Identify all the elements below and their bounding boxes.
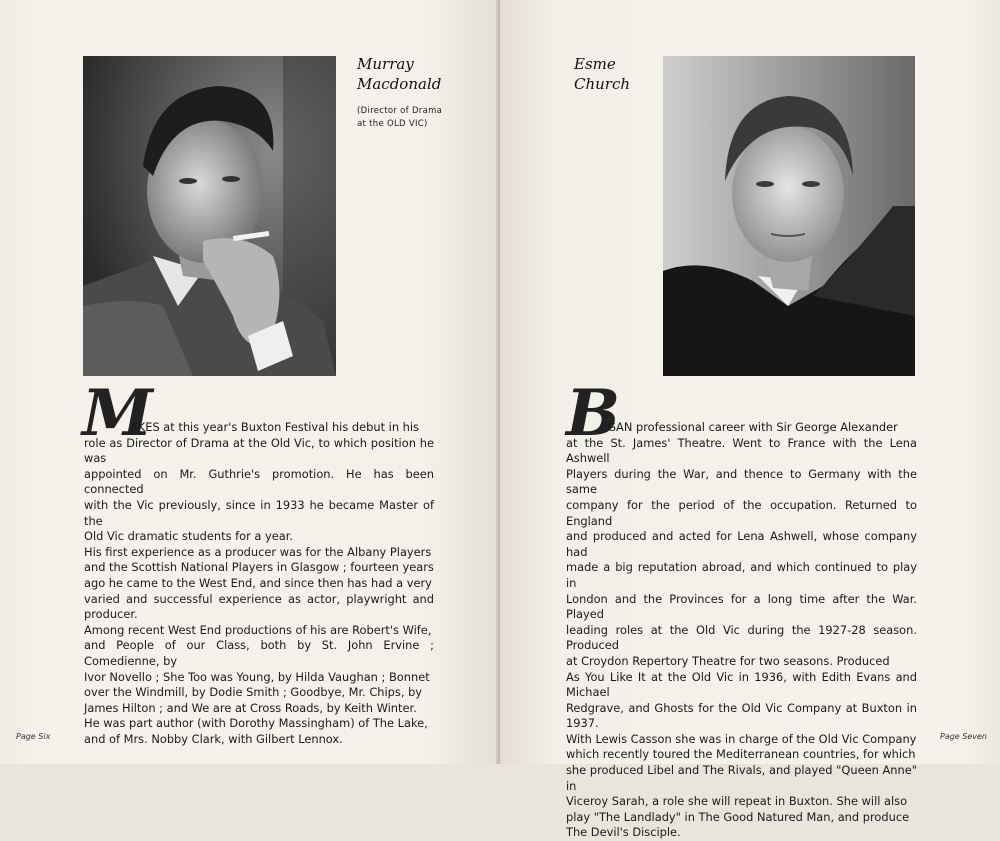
bio-line: ago he came to the West End, and since then has had a very xyxy=(84,575,432,590)
bio-line: play "The Landlady" in The Good Natured Man, and produce xyxy=(566,809,910,824)
bio-line: with the Vic previously, since in 1933 he became Master of the xyxy=(84,497,434,528)
caption-name xyxy=(574,54,630,94)
bio-line: Ivor Novello ; She Too was Young, by Hilda Vaughan ; Bonnet xyxy=(84,669,430,684)
caption-role-line-2: at the OLD VIC) xyxy=(357,119,428,129)
caption-role xyxy=(357,105,442,131)
bio-line: and People of our Class, both by St. John Ervine ; Comedienne, by xyxy=(84,638,434,668)
page-number: Page Seven xyxy=(940,732,987,741)
bio-line: London and the Provinces for a long time after the War. Played xyxy=(566,591,917,622)
biography-text xyxy=(84,420,434,747)
bio-line: Among recent West End productions of his are Robert's Wife, xyxy=(84,622,432,637)
bio-line: she produced Libel and The Rivals, and played "Queen Anne" in xyxy=(566,763,917,793)
bio-line: Viceroy Sarah, a role she will repeat in Buxton. She will also xyxy=(566,794,908,809)
bio-line: made a big reputation abroad, and which continued to play in xyxy=(566,560,917,590)
bio-line: at the St. James' Theatre. Went to France with the Lena Ashwell xyxy=(566,435,917,466)
bio-line: at Croydon Repertory Theatre for two seasons. Produced xyxy=(566,653,890,668)
portrait-photo-murray-macdonald xyxy=(83,56,336,376)
caption-name-line-2: Church xyxy=(574,75,631,93)
caption-role-line-1: (Director of Drama xyxy=(357,106,443,116)
bio-line: With Lewis Casson she was in charge of the Old Vic Company xyxy=(566,731,917,746)
bio-line: EGAN professional career with Sir George Alexander xyxy=(600,420,898,434)
portrait-photo-esme-church xyxy=(663,56,915,376)
drop-cap: B xyxy=(566,376,621,451)
left-page xyxy=(0,0,498,764)
bio-line: and the Scottish National Players in Glasgow ; fourteen years xyxy=(84,560,434,575)
bio-line: James Hilton ; and We are at Cross Roads, by Keith Winter. xyxy=(84,700,417,715)
bio-line: He was part author (with Dorothy Massingham) of The Lake, xyxy=(84,716,428,731)
caption-name-line-1: Esme xyxy=(574,55,616,73)
bio-line: As You Like It at the Old Vic in 1936, with Edith Evans and Michael xyxy=(566,669,917,700)
caption-name-line-1: Murray xyxy=(357,55,414,73)
bio-line: company for the period of the occupation. Returned to England xyxy=(566,497,917,528)
bio-line: varied and successful experience as actor, playwright and producer. xyxy=(84,591,434,622)
caption-name xyxy=(357,54,441,94)
drop-cap: M xyxy=(82,376,153,451)
bio-line: Old Vic dramatic students for a year. xyxy=(84,529,294,544)
right-page xyxy=(500,0,1000,840)
bio-line: over the Windmill, by Dodie Smith ; Goodbye, Mr. Chips, by xyxy=(84,685,423,700)
bio-line: role as Director of Drama at the Old Vic, to which position he was xyxy=(84,435,434,466)
bio-line: Redgrave, and Ghosts for the Old Vic Company at Buxton in 1937. xyxy=(566,700,917,731)
bio-line: and of Mrs. Nobby Clark, with Gilbert Lennox. xyxy=(84,731,343,746)
bio-line: which recently toured the Mediterranean countries, for which xyxy=(566,747,916,762)
bio-line: Players during the War, and thence to Germany with the same xyxy=(566,466,917,497)
caption-name-line-2: Macdonald xyxy=(357,75,442,93)
bio-line: The Devil's Disciple. xyxy=(566,825,681,840)
bio-line: His first experience as a producer was for the Albany Players xyxy=(84,544,432,559)
page-number: Page Six xyxy=(16,732,51,741)
bio-line: appointed on Mr. Guthrie's promotion. He has been connected xyxy=(84,466,434,497)
bio-line: and produced and acted for Lena Ashwell, whose company had xyxy=(566,529,917,559)
bio-line: AKES at this year's Buxton Festival his debut in his xyxy=(130,420,419,434)
biography-text xyxy=(566,420,917,841)
bio-line: leading roles at the Old Vic during the 1927-28 season. Produced xyxy=(566,622,917,653)
